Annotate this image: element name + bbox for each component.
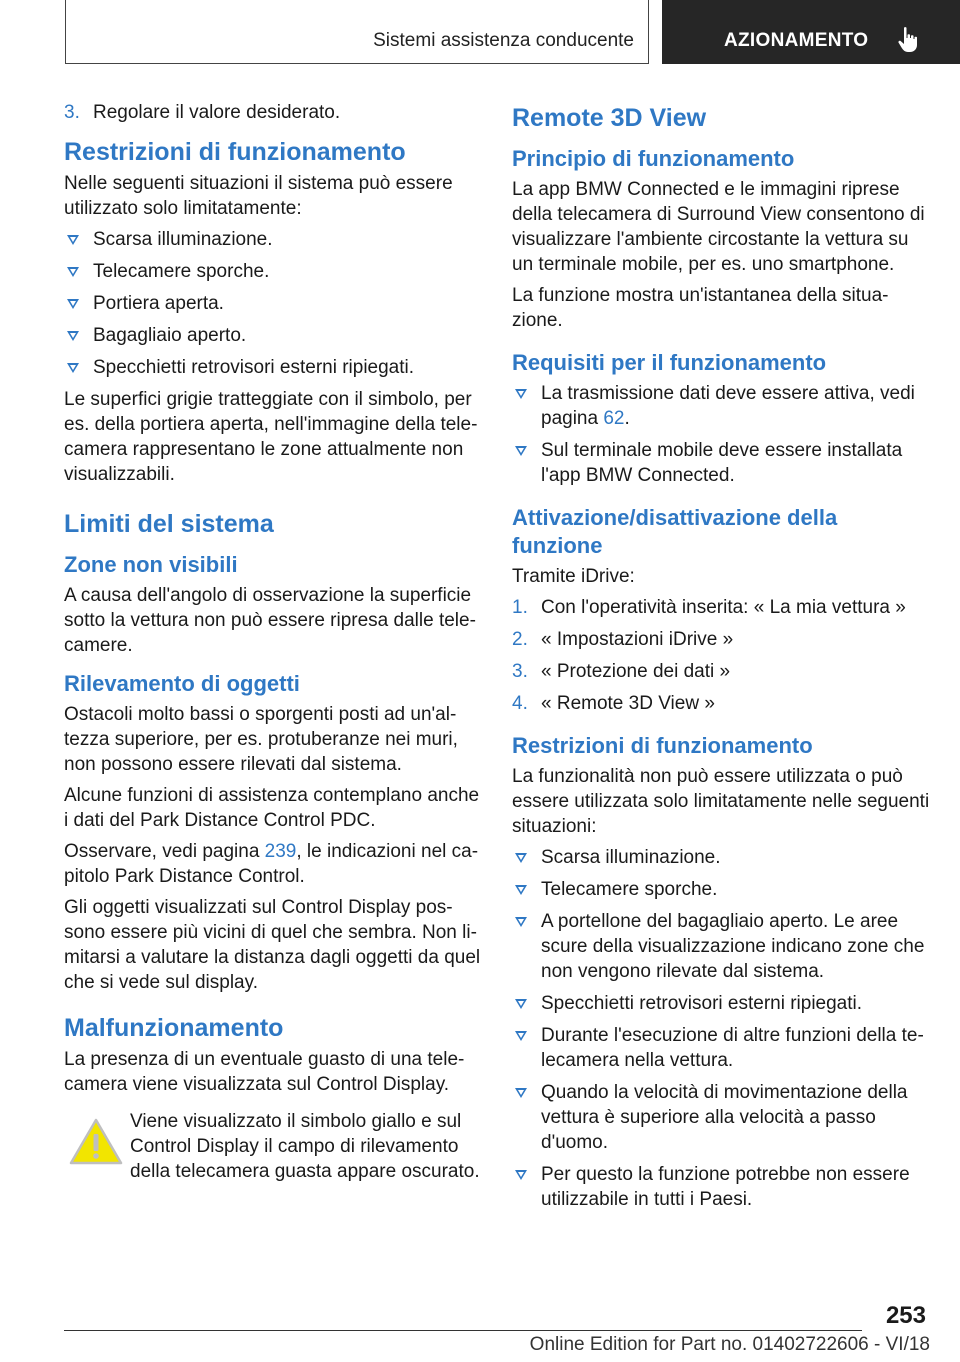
list-item: Bagagliaio aperto. [64,323,482,348]
paragraph: A causa dell'angolo di osservazione la superficie sotto la vettura non può essere ripresa dalle telecamere. [64,585,476,656]
right-column [512,100,930,1219]
step-number: 3. [512,661,528,682]
paragraph: Tramite iDrive: [512,566,635,587]
heading-restrizioni-remote: Restrizioni di funzionamento [512,733,813,758]
paragraph: Nelle seguenti situazioni il sistema può essere utilizzato solo limitatamente: [64,173,453,219]
list-item: Sul terminale mobile deve essere installata l'app BMW Connected. [512,438,930,488]
list-item: Specchietti retrovisori esterni ripiegati. [64,355,482,380]
header-title: Sistemi assistenza conducente [373,30,634,51]
bullet-triangle-icon [515,853,527,863]
list-item: Scarsa illuminazione. [512,845,930,870]
header-title-box [65,0,649,64]
step-number: 4. [512,693,528,714]
step-number: 2. [512,629,528,650]
header-section-box [662,0,960,64]
heading-oggetti: Rilevamento di oggetti [64,671,300,696]
list-item: Scarsa illuminazione. [64,227,482,252]
list-item: Durante l'esecuzione di altre funzioni della telecamera nella vettura. [512,1023,930,1073]
paragraph: Osservare, vedi pagina 239, le indicazioni nel capitolo Park Distance Control. [64,841,479,887]
heading-limiti: Limiti del sistema [64,510,274,538]
list-item: Telecamere sporche. [512,877,930,902]
hand-pointer-icon [897,26,921,54]
bullet-triangle-icon [67,331,79,341]
paragraph: Gli oggetti visualizzati sul Control Display possono essere più vicini di quel che sembra. Non limitarsi a valutare la distanza dagli oggetti da quel che si vede sul display. [64,897,481,993]
footer-edition: Online Edition for Part no. 01402722606 - VI/18 [529,1334,930,1355]
header-section: AZIONAMENTO [724,30,869,51]
bullet-triangle-icon [515,917,527,927]
warning-triangle-icon [68,1117,124,1167]
bullet-triangle-icon [515,1031,527,1041]
list-item: Telecamere sporche. [64,259,482,284]
bullet-triangle-icon [515,885,527,895]
warning-text: Viene visualizzato il simbolo giallo e sul Control Display il campo di rilevamento della telecamera guasta appare oscurato. [130,1111,480,1182]
footer-divider [64,1330,862,1331]
list-item: Portiera aperta. [64,291,482,316]
list-item: Specchietti retrovisori esterni ripiegati. [512,991,930,1016]
bullet-triangle-icon [515,999,527,1009]
heading-remote-3d-view: Remote 3D View [512,104,707,132]
heading-principio: Principio di funzionamento [512,146,795,171]
step-number: 1. [512,597,528,618]
heading-restrizioni: Restrizioni di funzionamento [64,138,406,166]
heading-malfunzionamento: Malfunzionamento [64,1014,284,1042]
heading-requisiti: Requisiti per il funzionamento [512,350,827,375]
bullet-triangle-icon [67,299,79,309]
heading-attivazione: Attivazione/disattivazione della funzione [512,505,838,558]
paragraph: Alcune funzioni di assistenza contemplano anche i dati del Park Distance Control PDC. [64,785,480,831]
left-column [64,100,482,1190]
paragraph: Ostacoli molto bassi o sporgenti posti ad un'altezza superiore, per es. protuberanze nei muri, non possono essere rilevati dal sistema. [64,704,458,775]
paragraph: Le superfici grigie tratteggiate con il simbolo, per es. della portiera aperta, nell'immagine della telecamera rappresentano le zone attualmente non visualizzabili. [64,389,478,485]
list-item: La trasmissione dati deve essere attiva, vedi pagina 62. [512,381,930,431]
step-number: 3. [64,102,80,123]
bullet-triangle-icon [67,235,79,245]
paragraph: La funzionalità non può essere utilizzata o può essere utilizzata solo limitatamente nelle seguenti situazioni: [512,766,930,837]
paragraph: La presenza di un eventuale guasto di una telecamera viene visualizzata sul Control Display. [64,1049,465,1095]
page-number: 253 [885,1302,926,1329]
bullet-triangle-icon [67,363,79,373]
bullet-triangle-icon [67,267,79,277]
bullet-triangle-icon [515,389,527,399]
bullet-triangle-icon [515,1088,527,1098]
list-item: 3. « Protezione dei dati » [512,661,731,682]
heading-zone: Zone non visibili [64,552,238,577]
bullet-triangle-icon [515,446,527,456]
list-item: 2. « Impostazioni iDrive » [512,629,734,650]
bullet-triangle-icon [515,1170,527,1180]
paragraph: La app BMW Connected e le immagini riprese della telecamera di Surround View consentono di visualizzare l'ambiente circostante la vettura su un terminale mobile, per es. uno smartphone. [512,179,925,275]
list-item: 1. Con l'operatività inserita: « La mia vettura » [512,597,906,618]
list-item: Quando la velocità di movimentazione della vettura è superiore alla velocità a passo d'uomo. [512,1080,930,1155]
warning-note [64,1109,482,1184]
list-item: 3. Regolare il valore desiderato. [64,102,341,123]
list-item: A portellone del bagagliaio aperto. Le aree scure della visualizzazione indicano zone che non vengono rilevate dal sistema. [512,909,930,984]
paragraph: La funzione mostra un'istantanea della situazione. [512,285,889,331]
page-link-62[interactable]: 62 [603,408,625,429]
page-link-239[interactable]: 239 [264,841,297,862]
list-item: Per questo la funzione potrebbe non essere utilizzabile in tutti i Paesi. [512,1162,930,1212]
list-item: 4. « Remote 3D View » [512,693,715,714]
